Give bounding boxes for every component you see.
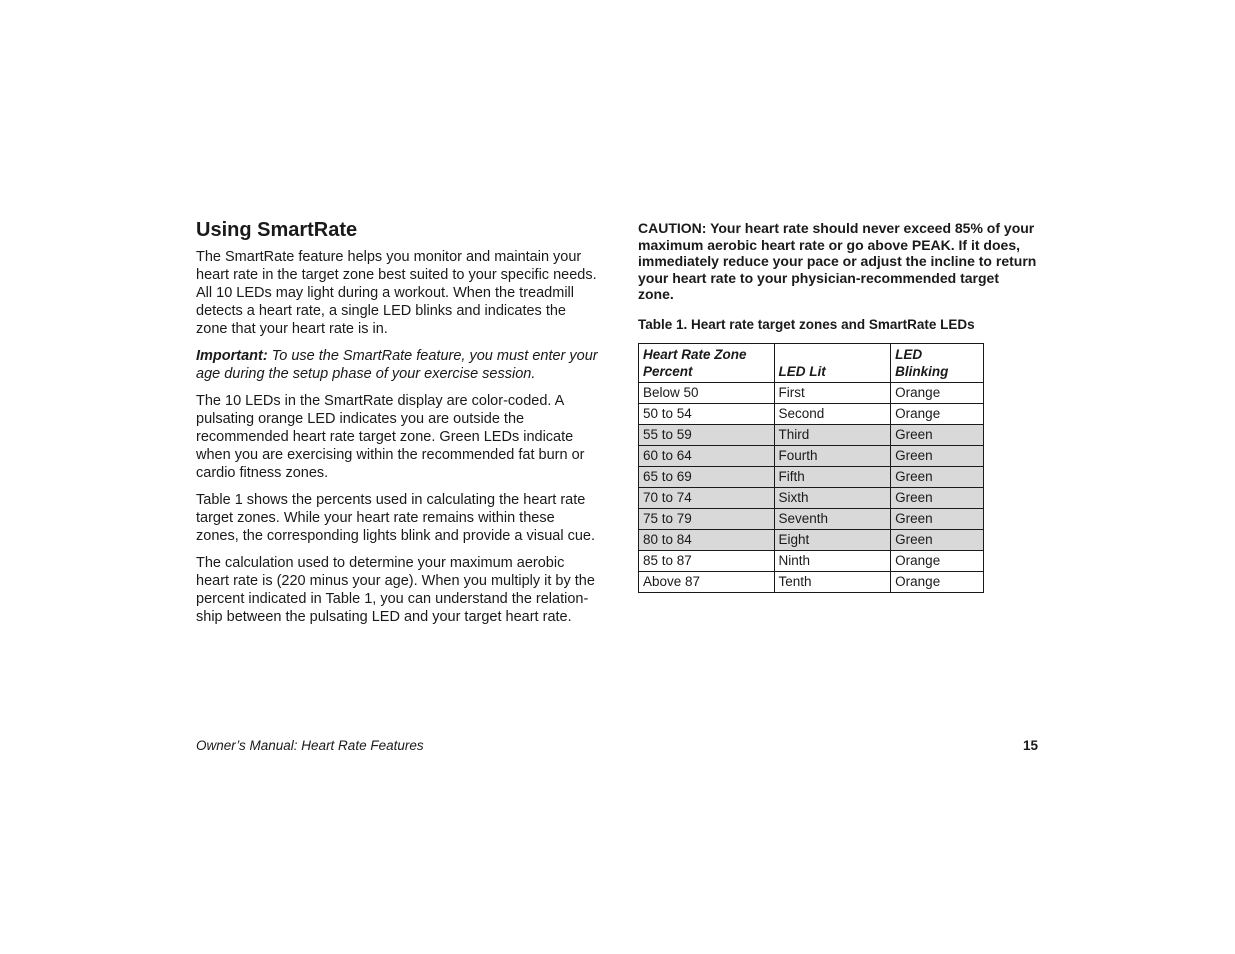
cell-led-blinking: Green [891,466,984,487]
cell-led-lit: Ninth [774,550,891,571]
table-row [639,529,984,550]
cell-zone: Below 50 [639,382,775,403]
column-header-led-blinking: LED Blinking [891,343,984,382]
table-row [639,466,984,487]
heart-rate-zones-table [638,343,984,593]
cell-led-blinking: Green [891,487,984,508]
cell-led-blinking: Orange [891,382,984,403]
cell-led-lit: Tenth [774,571,891,592]
table-row [639,487,984,508]
table-row [639,571,984,592]
cell-zone: 80 to 84 [639,529,775,550]
important-note [196,347,600,383]
table-header-row [639,343,984,382]
page-number: 15 [1022,738,1038,753]
page-title: Using SmartRate [196,219,358,241]
cell-zone: Above 87 [639,571,775,592]
column-header-led-lit: LED Lit [774,343,891,382]
cell-zone: 55 to 59 [639,424,775,445]
table-reference-paragraph: Table 1 shows the percents used in calculating the heart rate target zones. While your heart rate remains within these zones, the corresponding lights blink and provide a visual cue. [196,492,595,544]
cell-led-blinking: Orange [891,571,984,592]
cell-led-blinking: Green [891,508,984,529]
table-row [639,508,984,529]
cell-led-lit: First [774,382,891,403]
cell-led-lit: Fourth [774,445,891,466]
table-row [639,550,984,571]
cell-zone: 85 to 87 [639,550,775,571]
table-row [639,445,984,466]
column-header-zone: Heart Rate Zone Percent [639,343,775,382]
cell-led-lit: Sixth [774,487,891,508]
table-row [639,403,984,424]
footer-title: Owner’s Manual: Heart Rate Features [196,738,424,753]
left-column [196,218,600,635]
intro-paragraph: The SmartRate feature helps you monitor and maintain your heart rate in the target zone best suited to your specific needs. All 10 LEDs may light during a workout. When the treadmill detects a heart rate, a single LED blinks and indicates the zone that your heart rate is in. [196,249,597,337]
cell-zone: 65 to 69 [639,466,775,487]
table-body [639,382,984,592]
cell-led-lit: Eight [774,529,891,550]
cell-led-lit: Third [774,424,891,445]
table-row [639,382,984,403]
calculation-paragraph: The calculation used to determine your maximum aerobic heart rate is (220 minus your age). When you multiply it by the percent indicated in Table 1, you can understand the relation-ship between the pulsating LED and your target heart rate. [196,555,595,625]
cell-zone: 70 to 74 [639,487,775,508]
table-row [639,424,984,445]
cell-led-blinking: Green [891,424,984,445]
cell-led-blinking: Green [891,445,984,466]
cell-led-lit: Fifth [774,466,891,487]
cell-zone: 60 to 64 [639,445,775,466]
cell-led-blinking: Orange [891,550,984,571]
table-caption: Table 1. Heart rate target zones and SmartRate LEDs [638,316,975,332]
led-color-paragraph: The 10 LEDs in the SmartRate display are color-coded. A pulsating orange LED indicates you are outside the recommended heart rate target zone. Green LEDs indicate when you are exercising within the recommended fat burn or cardio fitness zones. [196,393,585,481]
cell-led-blinking: Green [891,529,984,550]
caution-notice: CAUTION: Your heart rate should never exceed 85% of your maximum aerobic heart rate or go above PEAK. If it does, immediately reduce your pace or adjust the incline to return your heart rate to your physician-recommended target zone. [638,220,1037,302]
important-label: Important: [196,348,268,364]
cell-zone: 50 to 54 [639,403,775,424]
cell-led-lit: Second [774,403,891,424]
cell-zone: 75 to 79 [639,508,775,529]
important-text: To use the SmartRate feature, you must enter your age during the setup phase of your exercise session. [196,348,598,382]
cell-led-blinking: Orange [891,403,984,424]
right-column [638,220,1038,593]
cell-led-lit: Seventh [774,508,891,529]
